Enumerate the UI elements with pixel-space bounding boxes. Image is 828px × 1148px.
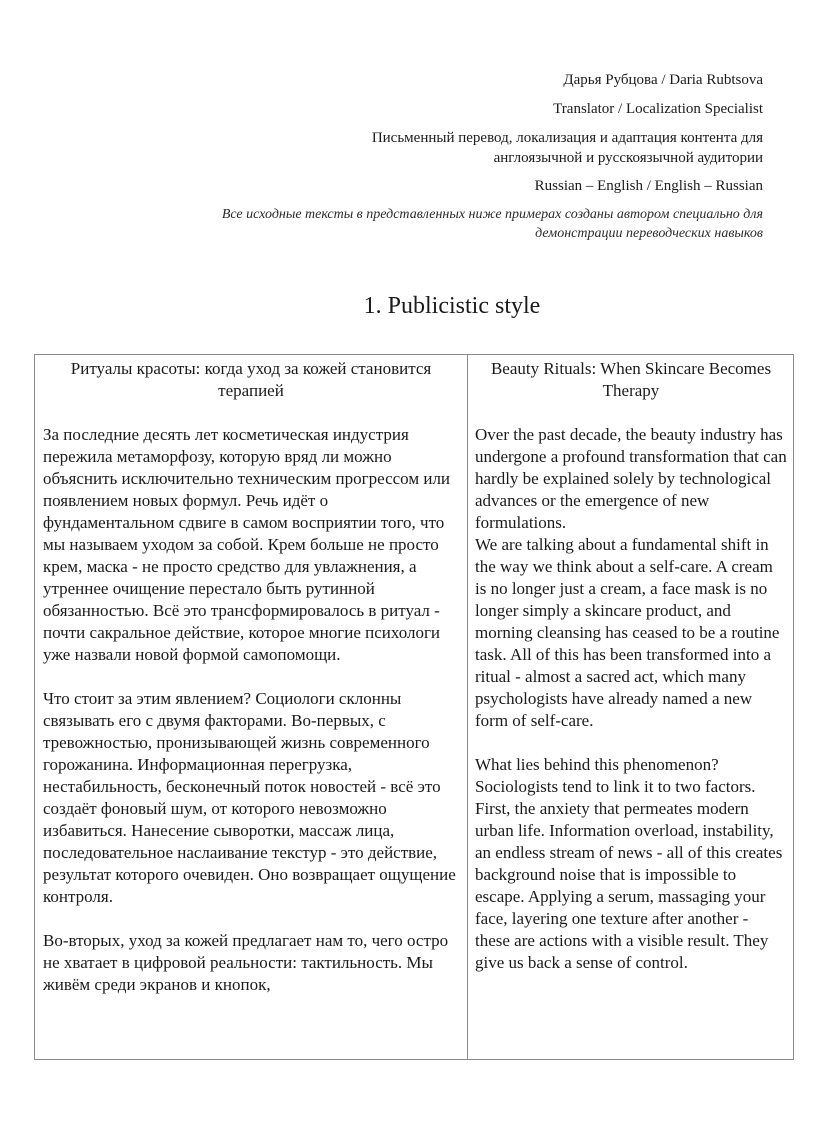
translation-table xyxy=(34,354,794,1060)
source-paragraph: Во-вторых, уход за кожей предлагает нам то, чего остро не хватает в цифровой реальности: тактильность. Мы живём среди экранов и кнопок, xyxy=(43,931,449,994)
source-title: Ритуалы красоты: когда уход за кожей становится терапией xyxy=(70,359,432,400)
disclaimer-note: Все исходные тексты в представленных ниже примерах созданы автором специально для демонстрации переводческих навыков xyxy=(221,207,763,241)
source-paragraph: За последние десять лет косметическая индустрия пережила метаморфозу, которую вряд ли можно объяснить исключительно техническим прогрессом или появлением новых формул. Речь идёт о фундаментальном сдвиге в самом восприятии того, что мы называем уходом за собой. Крем больше не просто крем, маска - не просто средство для увлажнения, а утреннее очищение перестало быть рутинной обязанностью. Всё это трансформировалось в ритуал - почти сакральное действие, которое многие психологи уже назвали новой формой самопомощи. xyxy=(43,425,451,664)
source-paragraph: Что стоит за этим явлением? Социологи склонны связывать его с двумя факторами. Во-первых, с тревожностью, пронизывающей жизнь современного горожанина. Информационная перегрузка, нестабильность, бесконечный поток новостей - всё это создаёт фоновый шум, от которого невозможно избавиться. Нанесение сыворотки, массаж лица, последовательное наслаивание текстур - это действие, результат которого очевиден. Оно возвращает ощущение контроля. xyxy=(43,689,456,906)
author-role: Translator / Localization Specialist xyxy=(553,101,763,117)
translation-paragraph: What lies behind this phenomenon? Sociologists tend to link it to two factors. First, the anxiety that permeates modern urban life. Information overload, instability, an endless stream of news - all of this creates background noise that is impossible to escape. Applying a serum, massaging your face, layering one texture after another - these are actions with a visible result. They give us back a sense of control. xyxy=(475,755,783,972)
language-pairs: Russian – English / English – Russian xyxy=(534,178,763,194)
services-description: Письменный перевод, локализация и адаптация контента для англоязычной и русскоязычной аудитории xyxy=(371,130,763,166)
author-name: Дарья Рубцова / Daria Rubtsova xyxy=(563,72,763,88)
translator-header xyxy=(163,70,763,243)
source-column xyxy=(35,355,468,1059)
translation-paragraph: Over the past decade, the beauty industry has undergone a profound transformation that can hardly be explained solely by technological advances or the emergence of new formulations. We are talking about a fundamental shift in the way we think about a self-care. A cream is no longer just a cream, a face mask is no longer simply a skincare product, and morning cleansing has ceased to be a routine task. All of this has been transformed into a ritual - almost a sacred act, which many psychologists have already named a new form of self-care. xyxy=(475,425,787,730)
section-title: 1. Publicistic style xyxy=(363,293,541,319)
translation-column xyxy=(468,355,793,1059)
translation-title: Beauty Rituals: When Skincare Becomes Therapy xyxy=(490,359,772,400)
